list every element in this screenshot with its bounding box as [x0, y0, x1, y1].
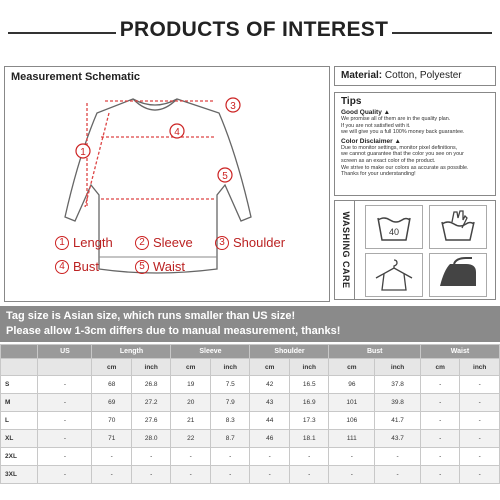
material-box: [334, 66, 496, 86]
low-iron-icon: [429, 253, 487, 297]
material-label: Material:: [341, 70, 383, 81]
hand-wash-icon: [429, 205, 487, 249]
table-cell: 20: [171, 394, 211, 412]
table-cell: -: [92, 448, 132, 466]
table-cell: 43.7: [375, 430, 421, 448]
header-cell: Waist: [420, 345, 499, 359]
table-cell: 19: [171, 376, 211, 394]
table-cell: -: [420, 394, 460, 412]
unit-cell: cm: [92, 359, 132, 376]
table-cell: 7.5: [210, 376, 250, 394]
size-notice: [0, 306, 500, 342]
table-cell: -: [131, 466, 171, 484]
table-cell: 27.2: [131, 394, 171, 412]
notice-line-1: Tag size is Asian size, which runs smaller than US size!: [6, 310, 296, 322]
table-cell: -: [460, 394, 500, 412]
table-row: [1, 394, 500, 412]
table-cell: -: [460, 448, 500, 466]
unit-cell: inch: [460, 359, 500, 376]
hang-dry-icon: [365, 253, 423, 297]
table-cell: -: [210, 466, 250, 484]
color-line: Thanks for your understanding!: [341, 171, 416, 178]
table-cell: 7.9: [210, 394, 250, 412]
color-line: screen as an exact color of the product.: [341, 157, 436, 164]
table-cell: 69: [92, 394, 132, 412]
table-cell: -: [38, 394, 92, 412]
table-cell: -: [329, 448, 375, 466]
tips-box: [334, 92, 496, 196]
table-cell: -: [38, 448, 92, 466]
table-cell: 37.8: [375, 376, 421, 394]
quality-title: Good Quality ▲: [341, 109, 391, 116]
table-cell: 68: [92, 376, 132, 394]
table-unit-row: [1, 359, 500, 376]
table-cell: -: [92, 466, 132, 484]
table-cell: -: [131, 448, 171, 466]
legend-sleeve: [135, 235, 193, 250]
table-cell: -: [375, 448, 421, 466]
legend-number: 3: [215, 236, 229, 250]
table-cell: 43: [250, 394, 290, 412]
measurement-schematic-panel: [4, 66, 330, 302]
legend-bust: [55, 259, 99, 274]
unit-cell: [1, 359, 38, 376]
color-line: we cannot guarantee that the color you see on your: [341, 151, 464, 158]
table-cell: 16.9: [289, 394, 329, 412]
table-cell: -: [38, 466, 92, 484]
legend-label: Sleeve: [153, 235, 193, 250]
table-cell: -: [289, 448, 329, 466]
table-cell: 111: [329, 430, 375, 448]
legend-label: Shoulder: [233, 235, 286, 250]
table-cell: -: [420, 466, 460, 484]
table-cell: 8.7: [210, 430, 250, 448]
legend-label: Bust: [73, 259, 100, 274]
size-chart-table-wrap: [0, 344, 500, 500]
table-cell: 21: [171, 412, 211, 430]
table-cell: 18.1: [289, 430, 329, 448]
table-row: [1, 376, 500, 394]
legend-number: 1: [55, 236, 69, 250]
size-cell: M: [1, 394, 38, 412]
table-cell: 22: [171, 430, 211, 448]
table-cell: -: [460, 466, 500, 484]
legend-waist: [135, 259, 185, 274]
legend-label: Waist: [153, 259, 186, 274]
header-cell: Sleeve: [171, 345, 250, 359]
table-cell: -: [38, 430, 92, 448]
table-cell: 96: [329, 376, 375, 394]
table-cell: 41.7: [375, 412, 421, 430]
material-value: Cotton, Polyester: [384, 70, 462, 81]
legend-number: 4: [55, 260, 69, 274]
wash-40-icon: [365, 205, 423, 249]
legend-length: [55, 235, 113, 250]
table-cell: -: [210, 448, 250, 466]
unit-cell: inch: [289, 359, 329, 376]
table-row: [1, 412, 500, 430]
size-cell: XL: [1, 430, 38, 448]
quality-line: We promise all of them are in the quality plan.: [341, 116, 451, 122]
notice-line-2: Please allow 1-3cm differs due to manual measurement, thanks!: [6, 325, 341, 337]
table-cell: 44: [250, 412, 290, 430]
table-cell: 71: [92, 430, 132, 448]
page-header: [8, 8, 492, 56]
legend-shoulder: [215, 235, 285, 250]
table-cell: 42: [250, 376, 290, 394]
legend-number: 2: [135, 236, 149, 250]
color-disclaimer-title: Color Disclaimer ▲: [341, 137, 401, 145]
unit-cell: cm: [250, 359, 290, 376]
table-cell: 27.6: [131, 412, 171, 430]
svg-text:4: 4: [174, 127, 180, 138]
header-rule-left: [8, 32, 116, 34]
table-cell: -: [460, 412, 500, 430]
size-cell: S: [1, 376, 38, 394]
quality-line: If you are not satisfied with it.: [341, 122, 411, 129]
color-line: We strive to make our colors as accurate as possible.: [341, 164, 469, 171]
unit-cell: inch: [131, 359, 171, 376]
unit-cell: [38, 359, 92, 376]
color-line: Due to monitor settings, monitor pixel definitions,: [341, 144, 458, 151]
table-cell: 8.3: [210, 412, 250, 430]
table-row: [1, 430, 500, 448]
size-cell: 3XL: [1, 466, 38, 484]
table-cell: 26.8: [131, 376, 171, 394]
table-cell: -: [171, 448, 211, 466]
legend-number: 5: [135, 260, 149, 274]
page-title: PRODUCTS OF INTEREST: [119, 18, 389, 41]
size-cell: 2XL: [1, 448, 38, 466]
wash-temp-text: 40: [388, 227, 400, 237]
washing-care-label-strip: [337, 201, 355, 299]
svg-text:1: 1: [80, 147, 86, 158]
table-cell: -: [38, 412, 92, 430]
table-cell: -: [38, 376, 92, 394]
table-cell: 70: [92, 412, 132, 430]
table-cell: -: [289, 466, 329, 484]
table-cell: 16.5: [289, 376, 329, 394]
size-cell: L: [1, 412, 38, 430]
table-cell: -: [420, 430, 460, 448]
table-cell: -: [329, 466, 375, 484]
washing-care-label: WASHING CARE: [340, 211, 351, 289]
table-cell: 39.8: [375, 394, 421, 412]
table-cell: -: [250, 466, 290, 484]
header-cell: Length: [92, 345, 171, 359]
table-cell: -: [250, 448, 290, 466]
header-cell: US: [38, 345, 92, 359]
schematic-title: Measurement Schematic: [11, 71, 140, 83]
legend-label: Length: [73, 235, 113, 250]
table-cell: 28.0: [131, 430, 171, 448]
svg-text:3: 3: [230, 101, 236, 112]
header-cell: [1, 345, 38, 359]
table-cell: -: [460, 376, 500, 394]
table-cell: 46: [250, 430, 290, 448]
table-cell: -: [375, 466, 421, 484]
unit-cell: inch: [375, 359, 421, 376]
table-cell: 106: [329, 412, 375, 430]
table-cell: -: [460, 430, 500, 448]
tips-title: Tips: [341, 96, 362, 107]
table-cell: -: [420, 412, 460, 430]
table-cell: -: [171, 466, 211, 484]
table-cell: 101: [329, 394, 375, 412]
unit-cell: cm: [420, 359, 460, 376]
header-cell: Bust: [329, 345, 420, 359]
table-header-row: [1, 345, 500, 359]
washing-care-box: [334, 200, 496, 300]
unit-cell: inch: [210, 359, 250, 376]
table-cell: 17.3: [289, 412, 329, 430]
table-cell: -: [420, 376, 460, 394]
table-cell: -: [420, 448, 460, 466]
table-row: [1, 448, 500, 466]
quality-line: we will give you a full 100% money back guarantee.: [341, 129, 465, 136]
table-row: [1, 466, 500, 484]
size-chart-table: [0, 344, 500, 484]
header-cell: Shoulder: [250, 345, 329, 359]
svg-text:5: 5: [222, 171, 228, 182]
unit-cell: cm: [329, 359, 375, 376]
unit-cell: cm: [171, 359, 211, 376]
header-rule-right: [392, 32, 492, 34]
